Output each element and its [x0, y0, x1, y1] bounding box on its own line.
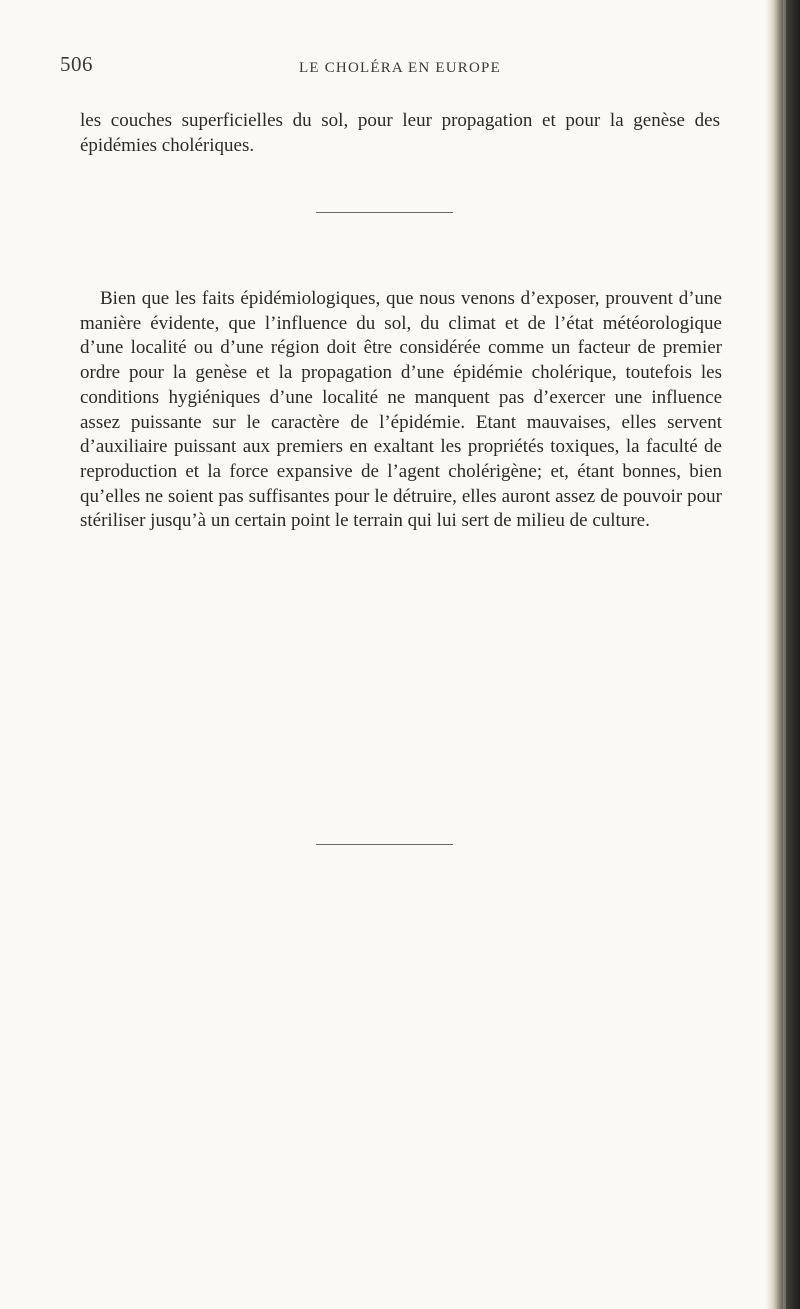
section-divider-bottom: [316, 844, 453, 845]
page-edge-highlight: [783, 0, 786, 1309]
section-divider-top: [316, 212, 453, 213]
running-head: LE CHOLÉRA EN EUROPE: [299, 60, 501, 76]
paragraph-main: Bien que les faits épidémiologiques, que nous venons d’exposer, prouvent d’une manière évidente, que l’influence du sol, du climat et de l’état météorologique d’une localité ou d’une région doit être considérée comme un facteur de premier ordre pour la genèse et la propagation d’une épidémie cholérique, toutefois les conditions hygiéniques d’une localité ne manquent pas d’exercer une influence assez puissante sur le caractère de l’épidémie. Etant mauvaises, elles servent d’auxiliaire puissant aux premiers en exaltant les propriétés toxiques, la faculté de reproduction et la force expansive de l’agent cholérigène; et, étant bonnes, bien qu’elles ne soient pas suffisantes pour le détruire, elles auront assez de pouvoir pour stériliser jusqu’à un certain point le terrain qui lui sert de milieu de culture.: [80, 288, 722, 532]
paragraph-continuation: les couches superficielles du sol, pour leur propagation et pour la genèse des épidémies cholériques.: [80, 110, 720, 156]
page-number: 506: [60, 52, 93, 76]
